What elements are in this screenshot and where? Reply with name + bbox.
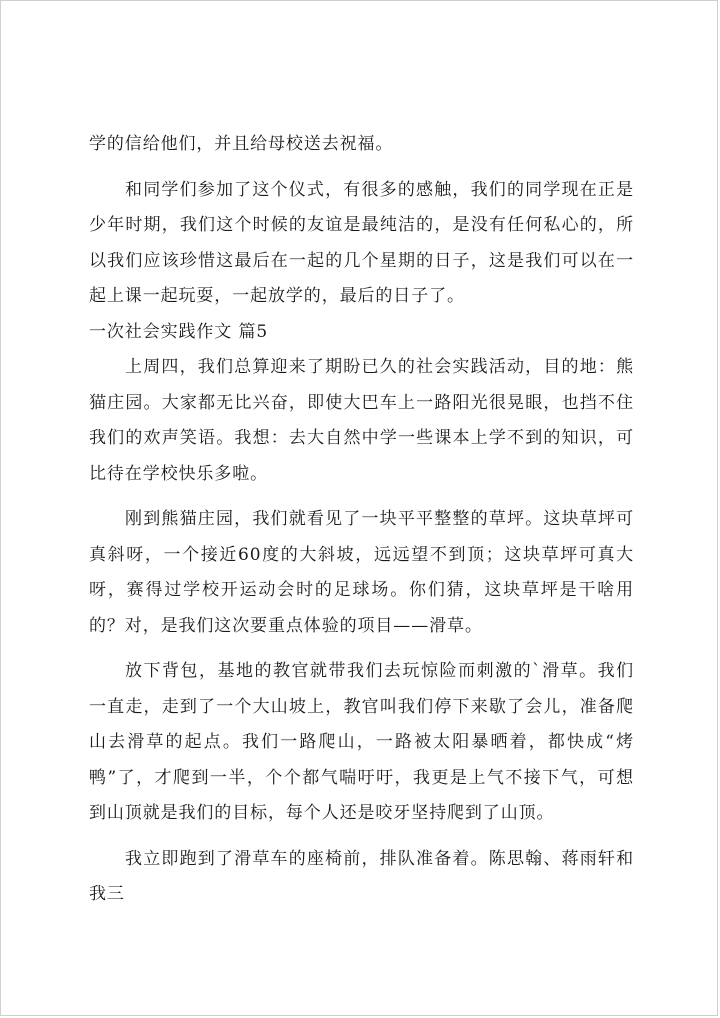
section-heading: 一次社会实践作文 篇5 <box>89 321 269 342</box>
paragraph-4: 刚到熊猫庄园，我们就看见了一块平平整整的草坪。这块草坪可真斜呀，一个接近60度的大斜坡，远远望不到顶；这块草坪可真大呀，赛得过学校开运动会时的足球场。你们猜，这块草坪是干啥用的？对，是我们这次要重点体验的项目——滑草。 <box>89 509 634 636</box>
paragraph-2: 和同学们参加了这个仪式，有很多的感触，我们的同学现在正是少年时期，我们这个时候的友谊是最纯洁的，是没有任何私心的，所以我们应该珍惜这最后在一起的几个星期的日子，这是我们可以在一起上课一起玩耍，一起放学的，最后的日子了。 <box>89 179 634 306</box>
paragraph-6: 我立即跑到了滑草车的座椅前，排队准备着。陈思翰、蒋雨轩和我三 <box>89 848 634 904</box>
document-body <box>89 127 634 913</box>
paragraph-5: 放下背包，基地的教官就带我们去玩惊险而刺激的`滑草。我们一直走，走到了一个大山坡上，教官叫我们停下来歇了会儿，准备爬山去滑草的起点。我们一路爬山，一路被太阳暴晒着，都快成“烤鸭”了，才爬到一半，个个都气喘吁吁，我更是上气不接下气，可想到山顶就是我们的目标，每个人还是咬牙坚持爬到了山顶。 <box>89 661 634 823</box>
paragraph-3: 上周四，我们总算迎来了期盼已久的社会实践活动，目的地：熊猫庄园。大家都无比兴奋，即使大巴车上一路阳光很晃眼，也挡不住我们的欢声笑语。我想：去大自然中学一些课本上学不到的知识，可比待在学校快乐多啦。 <box>89 357 634 484</box>
paragraph-1: 学的信给他们，并且给母校送去祝福。 <box>89 134 394 154</box>
